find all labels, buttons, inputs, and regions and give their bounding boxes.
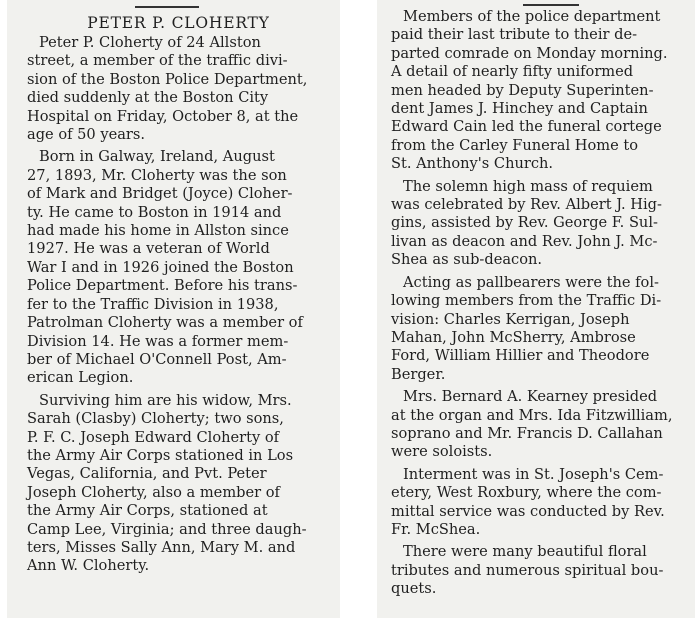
text-line: street, a member of the traffic divi- (27, 52, 288, 70)
text-line: Berger. (391, 365, 446, 383)
text-line: Edward Cain led the funeral cortege (391, 118, 662, 136)
text-line: paid their last tribute to their de- (391, 26, 638, 44)
paragraph (391, 388, 687, 462)
text-line: Surviving him are his widow, Mrs. (39, 391, 292, 409)
text-line: at the organ and Mrs. Ida Fitzwilliam, (391, 406, 673, 424)
text-line: Shea as sub-deacon. (391, 251, 543, 269)
text-line: P. F. C. Joseph Edward Cloherty of (27, 428, 280, 446)
text-line: 1927. He was a veteran of World (27, 240, 270, 258)
text-line: War I and in 1926 joined the Boston (27, 258, 294, 276)
text-line: erican Legion. (27, 369, 134, 387)
paragraph (27, 148, 330, 387)
text-line: the Army Air Corps stationed in Los (27, 446, 294, 464)
text-line: Acting as pallbearers were the fol- (403, 273, 659, 291)
text-line: age of 50 years. (27, 126, 146, 144)
text-line: vision: Charles Kerrigan, Joseph (391, 310, 630, 328)
text-line: ber of Michael O'Connell Post, Am- (27, 350, 287, 368)
text-line: gins, assisted by Rev. George F. Sul- (391, 214, 658, 232)
right-column (377, 0, 695, 618)
left-column-text (27, 34, 330, 576)
paragraph (391, 466, 687, 540)
text-line: mittal service was conducted by Rev. (391, 502, 665, 520)
text-line: had made his home in Allston since (27, 222, 289, 240)
text-line: were soloists. (391, 443, 493, 461)
text-line: Patrolman Cloherty was a member of (27, 314, 303, 332)
text-line: Camp Lee, Virginia; and three daugh- (27, 520, 307, 538)
text-line: dent James J. Hinchey and Captain (391, 100, 648, 118)
text-line: Vegas, California, and Pvt. Peter (27, 465, 267, 483)
text-line: sion of the Boston Police Department, (27, 70, 308, 88)
text-line: 27, 1893, Mr. Cloherty was the son (27, 166, 287, 184)
text-line: Ann W. Cloherty. (27, 557, 150, 575)
paragraph (391, 8, 687, 174)
paragraph (27, 34, 330, 144)
text-line: died suddenly at the Boston City (27, 89, 269, 107)
text-line: soprano and Mr. Francis D. Callahan (391, 424, 663, 442)
text-line: Mahan, John McSherry, Ambrose (391, 328, 636, 346)
text-line: Interment was in St. Joseph's Cem- (403, 465, 664, 483)
text-line: ters, Misses Sally Ann, Mary M. and (27, 538, 296, 556)
text-line: St. Anthony's Church. (391, 155, 554, 173)
text-line: parted comrade on Monday morning. (391, 44, 668, 62)
top-rule-right (523, 4, 579, 6)
text-line: Division 14. He was a former mem- (27, 332, 289, 350)
paragraph (391, 274, 687, 384)
text-line: from the Carley Funeral Home to (391, 136, 639, 154)
text-line: quets. (391, 580, 437, 598)
text-line: livan as deacon and Rev. John J. Mc- (391, 232, 658, 250)
text-line: There were many beautiful floral (403, 543, 647, 561)
text-line: lowing members from the Traffic Di- (391, 292, 662, 310)
text-line: Police Department. Before his trans- (27, 277, 298, 295)
text-line: men headed by Deputy Superinten- (391, 81, 654, 99)
text-line: Members of the police department (403, 8, 661, 25)
paragraph (391, 178, 687, 270)
text-line: Mrs. Bernard A. Kearney presided (403, 388, 658, 406)
left-column (7, 0, 340, 618)
top-rule (135, 6, 199, 8)
text-line: the Army Air Corps, stationed at (27, 502, 268, 520)
text-line: tributes and numerous spiritual bou- (391, 561, 664, 579)
text-line: Peter P. Cloherty of 24 Allston (39, 34, 261, 51)
text-line: Ford, William Hillier and Theodore (391, 347, 650, 365)
text-line: A detail of nearly fifty uniformed (391, 63, 634, 81)
obituary-heading: PETER P. CLOHERTY (87, 14, 270, 32)
text-line: Fr. McShea. (391, 520, 481, 538)
paragraph (391, 543, 687, 598)
text-line: was celebrated by Rev. Albert J. Hig- (391, 196, 662, 214)
text-line: Born in Galway, Ireland, August (39, 148, 275, 166)
text-line: etery, West Roxbury, where the com- (391, 484, 662, 502)
text-line: ty. He came to Boston in 1914 and (27, 203, 282, 221)
text-line: Sarah (Clasby) Cloherty; two sons, (27, 410, 284, 428)
text-line: Joseph Cloherty, also a member of (27, 483, 280, 501)
text-line: fer to the Traffic Division in 1938, (27, 295, 279, 313)
text-line: Hospital on Friday, October 8, at the (27, 107, 299, 125)
paragraph (27, 392, 330, 576)
right-column-text (391, 8, 687, 599)
text-line: of Mark and Bridget (Joyce) Cloher- (27, 185, 293, 203)
text-line: The solemn high mass of requiem (403, 177, 653, 195)
